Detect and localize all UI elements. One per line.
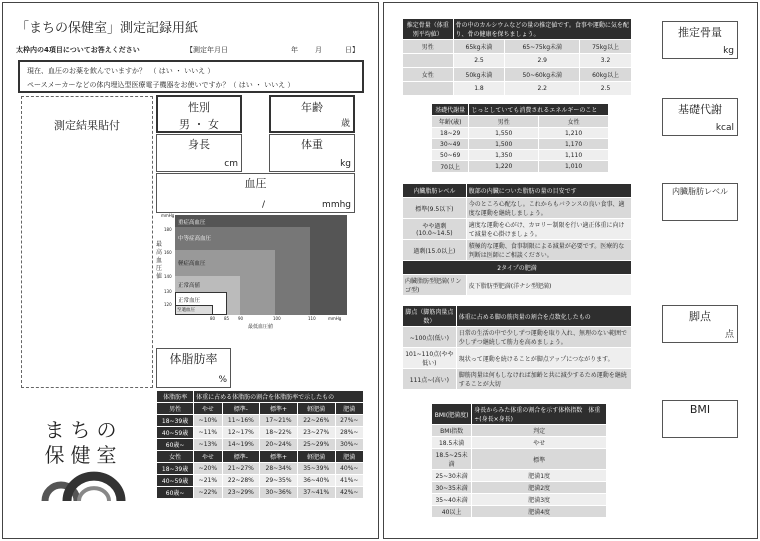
table-row (403, 184, 632, 198)
right-page (383, 2, 758, 539)
day-label: 日】 (345, 46, 359, 54)
table-row (403, 261, 632, 275)
table-cell: 内臓脂肪型肥満(リンゴ型) (403, 275, 467, 296)
table-cell: BMI指数 (432, 425, 472, 437)
table-cell: ~13% (194, 439, 222, 451)
year-label: 年 (291, 46, 298, 54)
table-row (403, 327, 632, 348)
result-field-label: 内臓脂肪レベル (672, 187, 728, 196)
table-cell: 27%~ (335, 415, 363, 427)
table-cell: 脚筋肉量は何もしなければ加齢と共に減少するため運動を継続することが大切 (456, 369, 631, 390)
table-cell: 肥満2度 (472, 482, 607, 494)
table-cell: 現状って運動を続けることが脚点アップにつながります。 (456, 348, 631, 369)
left-page (2, 2, 379, 539)
table-cell: 42%~ (335, 487, 363, 499)
table-cell: 36~40% (297, 475, 335, 487)
table-cell: 標準- (222, 451, 260, 463)
table-cell: 41%~ (335, 475, 363, 487)
table-cell: 40以上 (432, 506, 472, 518)
table-row (403, 348, 632, 369)
table-cell: 20~24% (260, 439, 298, 451)
table-row (157, 415, 364, 427)
table-cell: 2.5 (453, 54, 505, 68)
result-field-label: 脚点 (689, 310, 711, 323)
x-tick: 110 (308, 316, 316, 321)
table-row (157, 475, 364, 487)
table-row (157, 487, 364, 499)
age-unit: 歳 (340, 119, 350, 129)
table-cell: ~10% (194, 415, 222, 427)
height-field[interactable] (156, 134, 242, 172)
result-field-label: 基礎代謝 (678, 103, 722, 116)
zone-label: 至適血圧 (177, 308, 195, 313)
table-row (403, 240, 632, 261)
sex-options[interactable]: 男 ・ 女 (179, 118, 219, 131)
table-cell: 内臓脂肪レベル (403, 184, 467, 198)
rainbow-logo-icon (41, 468, 126, 503)
table-cell: 1,550 (469, 128, 539, 139)
table-cell: やせ (194, 451, 222, 463)
zone-label: 中等症高血圧 (178, 236, 212, 242)
weight-label: 体重 (301, 138, 323, 151)
table-cell: 男性 (469, 116, 539, 128)
bp-chart-xlabel: 最低血圧値 (248, 324, 274, 330)
table-cell: 体重に占める脚の筋肉量の割合を点数化したもの (456, 306, 631, 327)
table-row (432, 128, 609, 139)
table-cell: 14~19% (222, 439, 260, 451)
table-cell: 身長からみた体重の割合を示す体格指数 体重÷(身長×身長) (472, 404, 607, 425)
table-cell: 75kg以上 (580, 40, 632, 54)
table-row (403, 40, 632, 54)
table-cell: 50kg未満 (453, 68, 505, 82)
table-cell: 肥満3度 (472, 494, 607, 506)
table-cell: 推定骨量（体重別平均値） (403, 19, 454, 40)
table-row (432, 425, 607, 437)
table-cell: 過剰(15.0以上) (403, 240, 467, 261)
table-cell: 30~49 (432, 139, 469, 150)
logo (41, 418, 126, 509)
bmi-table (431, 403, 607, 518)
table-cell: 2.5 (580, 82, 632, 96)
table-cell: 22~28% (222, 475, 260, 487)
weight-unit: kg (340, 159, 351, 169)
leg-score-table (402, 305, 632, 390)
table-cell: 18.5未満 (432, 437, 472, 449)
form-title: 「まちの保健室」測定記録用紙 (16, 21, 199, 36)
table-cell: 28~34% (260, 463, 298, 475)
table-cell: 基礎代謝量 (432, 104, 469, 116)
table-cell: 軽肥満 (297, 403, 335, 415)
table-row (403, 68, 632, 82)
table-cell (403, 54, 454, 68)
question-medication[interactable]: 現在、血圧のお薬を飲んでいますか？ （ はい ・ いいえ ） (27, 67, 215, 75)
table-cell: 日常の生活の中で少しずつ運動を取り入れ、無理のない範囲で少しずつ継続して筋力を高めましょう。 (456, 327, 631, 348)
table-cell: 40%~ (335, 463, 363, 475)
table-cell: 17~21% (260, 415, 298, 427)
table-row (403, 369, 632, 390)
table-cell: 腹部の内臓についた脂肪の量の目安です (466, 184, 631, 198)
x-tick: 85 (224, 316, 230, 321)
table-cell: 男性 (157, 403, 194, 415)
table-row (157, 391, 364, 403)
bmr-table (431, 103, 609, 173)
table-cell: 50~60kg未満 (505, 68, 580, 82)
table-cell: 1,110 (539, 150, 609, 161)
x-tick: 80 (210, 316, 216, 321)
table-cell: 18~29 (432, 128, 469, 139)
sex-label: 性別 (188, 101, 210, 114)
table-cell: 男性 (403, 40, 454, 54)
date-label: 【測定年月日 (186, 46, 228, 54)
table-cell: 60kg以上 (580, 68, 632, 82)
table-row (403, 82, 632, 96)
table-row (432, 404, 607, 425)
visceral-fat-table (402, 183, 632, 296)
table-cell: 女性 (403, 68, 454, 82)
bp-label: 血圧 (244, 177, 267, 190)
table-cell: 1,500 (469, 139, 539, 150)
table-row (403, 198, 632, 219)
table-cell: 標準 (472, 449, 607, 470)
table-cell: 23~29% (222, 487, 260, 499)
question-box (18, 60, 364, 93)
table-cell: 40~59歳 (157, 475, 194, 487)
logo-text: 保健室 (44, 443, 123, 467)
table-row (403, 54, 632, 68)
table-cell: 標準+ (260, 451, 298, 463)
table-cell: 18~39歳 (157, 463, 194, 475)
table-row (157, 403, 364, 415)
table-row (157, 427, 364, 439)
logo-text: まちの (44, 418, 123, 442)
table-row (432, 104, 609, 116)
table-row (432, 482, 607, 494)
table-cell: 35~39% (297, 463, 335, 475)
sex-field[interactable] (156, 95, 242, 133)
table-cell: 25~30未満 (432, 470, 472, 482)
height-label: 身長 (188, 138, 210, 151)
y-tick: 180 (164, 227, 172, 232)
result-field[interactable] (662, 98, 738, 136)
table-cell: 女性 (157, 451, 194, 463)
result-field[interactable] (662, 400, 738, 438)
question-pacemaker[interactable]: ペースメーカーなどの体内埋込型医療電子機器をお使いですか？（ はい ・ いいえ ） (27, 81, 295, 89)
age-label: 年齢 (301, 101, 323, 114)
table-cell: やせ (194, 403, 222, 415)
table-cell: 標準- (222, 403, 260, 415)
table-cell: 25~29% (297, 439, 335, 451)
table-cell: 28%~ (335, 427, 363, 439)
table-row (432, 437, 607, 449)
table-cell: 12~17% (222, 427, 260, 439)
table-cell: 30~36% (260, 487, 298, 499)
table-row (432, 494, 607, 506)
y-tick: 140 (164, 274, 172, 279)
table-cell: 1,220 (469, 161, 539, 173)
table-row (403, 306, 632, 327)
table-cell: 50~69 (432, 150, 469, 161)
table-row (157, 439, 364, 451)
table-cell: 皮下脂肪型肥満(洋ナシ型肥満) (466, 275, 631, 296)
bone-mass-table (402, 18, 632, 96)
table-row (403, 19, 632, 40)
result-paste-area (21, 96, 153, 388)
table-row (432, 139, 609, 150)
bodyfat-label: 体脂肪率 (169, 352, 218, 366)
table-cell: 30~35未満 (432, 482, 472, 494)
table-cell: やや過剰(10.0~14.5) (403, 219, 467, 240)
bp-chart-yunit: mmHg (161, 213, 175, 218)
table-cell: 3.2 (580, 54, 632, 68)
table-cell: 1,010 (539, 161, 609, 173)
table-cell: 判定 (472, 425, 607, 437)
table-cell: 21~27% (222, 463, 260, 475)
bp-chart-ylabel: 最高血圧値 (156, 241, 163, 280)
table-row (157, 463, 364, 475)
table-cell: 70以上 (432, 161, 469, 173)
paste-label: 測定結果貼付 (54, 119, 120, 132)
table-cell: 肥満1度 (472, 470, 607, 482)
table-cell: 軽肥満 (297, 451, 335, 463)
table-row (403, 219, 632, 240)
age-field[interactable] (269, 95, 355, 133)
blood-pressure-field[interactable] (156, 173, 355, 213)
bp-chart-xunit: mmHg (328, 316, 342, 321)
table-cell: 60歳~ (157, 487, 194, 499)
table-cell: 22~26% (297, 415, 335, 427)
height-unit: cm (224, 159, 238, 169)
result-field-unit: kg (723, 46, 734, 56)
table-cell: 60歳~ (157, 439, 194, 451)
instruction: 太枠内の4項目についてお答えください (16, 46, 140, 54)
bodyfat-reference-table (156, 390, 364, 499)
result-field[interactable] (662, 305, 738, 343)
table-cell (403, 82, 454, 96)
result-field[interactable] (662, 183, 738, 221)
table-cell: 肥満4度 (472, 506, 607, 518)
table-cell: 今のところ心配なし。これからもバランスの良い食事、適度な運動を継続しましょう。 (466, 198, 631, 219)
table-cell: 脚点（脚筋肉量点数） (403, 306, 457, 327)
table-cell: 18.5~25未満 (432, 449, 472, 470)
weight-field[interactable] (269, 134, 355, 172)
bodyfat-unit: % (218, 375, 227, 385)
table-cell: ~11% (194, 427, 222, 439)
result-field-label: 推定骨量 (678, 26, 722, 39)
table-cell: 標準+ (260, 403, 298, 415)
table-cell: 女性 (539, 116, 609, 128)
result-field-unit: 点 (724, 330, 734, 340)
table-row (432, 116, 609, 128)
table-cell: 65~75kg未満 (505, 40, 580, 54)
table-row (432, 506, 607, 518)
table-row (432, 449, 607, 470)
table-cell: 37~41% (297, 487, 335, 499)
y-tick: 120 (164, 302, 172, 307)
table-row (432, 161, 609, 173)
table-row (403, 275, 632, 296)
table-cell: 1,350 (469, 150, 539, 161)
table-cell: 年齢(歳) (432, 116, 469, 128)
table-cell: やせ (472, 437, 607, 449)
table-cell: BMI(肥満度) (432, 404, 472, 425)
table-cell: 1.8 (453, 82, 505, 96)
table-cell: 18~22% (260, 427, 298, 439)
table-cell: 29~35% (260, 475, 298, 487)
table-cell: 肥満 (335, 403, 363, 415)
table-row (432, 150, 609, 161)
table-cell: ~20% (194, 463, 222, 475)
zone-label: 正常血圧 (178, 298, 201, 304)
table-cell: 2タイプの肥満 (403, 261, 632, 275)
bp-classification-chart (153, 213, 353, 331)
result-field-unit: kcal (715, 123, 734, 133)
table-cell: 肥満 (335, 451, 363, 463)
table-cell: 適度な運動を心がけ、カロリー制限を行い適正体重に向けて減量を心掛けましょう。 (466, 219, 631, 240)
zone-label: 重症高血圧 (178, 220, 206, 226)
table-cell: 体脂肪率 (157, 391, 194, 403)
y-tick: 130 (164, 289, 172, 294)
zone-label: 軽症高血圧 (178, 261, 206, 267)
table-cell: 1,170 (539, 139, 609, 150)
table-cell: 1,210 (539, 128, 609, 139)
table-cell: 2.9 (505, 54, 580, 68)
x-tick: 90 (238, 316, 244, 321)
y-tick: 160 (164, 250, 172, 255)
table-cell: 骨の中のカルシウムなどの量の推定値です。食事や運動に気を配り、骨の健康を保ちましょう。 (453, 19, 631, 40)
table-cell: 標準(9.5以下) (403, 198, 467, 219)
table-cell: 35~40未満 (432, 494, 472, 506)
table-cell: 18~39歳 (157, 415, 194, 427)
table-cell: 65kg未満 (453, 40, 505, 54)
table-cell: 2.2 (505, 82, 580, 96)
table-cell: 40~59歳 (157, 427, 194, 439)
table-cell: ~100点(低い) (403, 327, 457, 348)
table-cell: 101~110点(やや低い) (403, 348, 457, 369)
table-row (432, 470, 607, 482)
table-cell: 30%~ (335, 439, 363, 451)
table-cell: 11~16% (222, 415, 260, 427)
table-cell: 23~27% (297, 427, 335, 439)
bp-separator: / (262, 200, 266, 210)
table-cell: ~22% (194, 487, 222, 499)
table-cell: ~21% (194, 475, 222, 487)
x-tick: 100 (273, 316, 281, 321)
table-cell: じっとしていても消費されるエネルギーのこと (469, 104, 609, 116)
bodyfat-field[interactable] (156, 348, 231, 388)
zone-label: 正常高値 (178, 283, 201, 289)
month-label: 月 (315, 46, 322, 54)
bp-unit: mmhg (322, 200, 351, 210)
result-field[interactable] (662, 21, 738, 59)
table-row (157, 451, 364, 463)
table-cell: 体重に占める体脂肪の割合を体脂肪率で示したもの (194, 391, 364, 403)
table-cell: 積極的な運動、食事制限による減量が必要です。医療的な判断は医師にご相談ください。 (466, 240, 631, 261)
table-cell: 111点~(高い) (403, 369, 457, 390)
result-field-label: BMI (689, 403, 711, 416)
